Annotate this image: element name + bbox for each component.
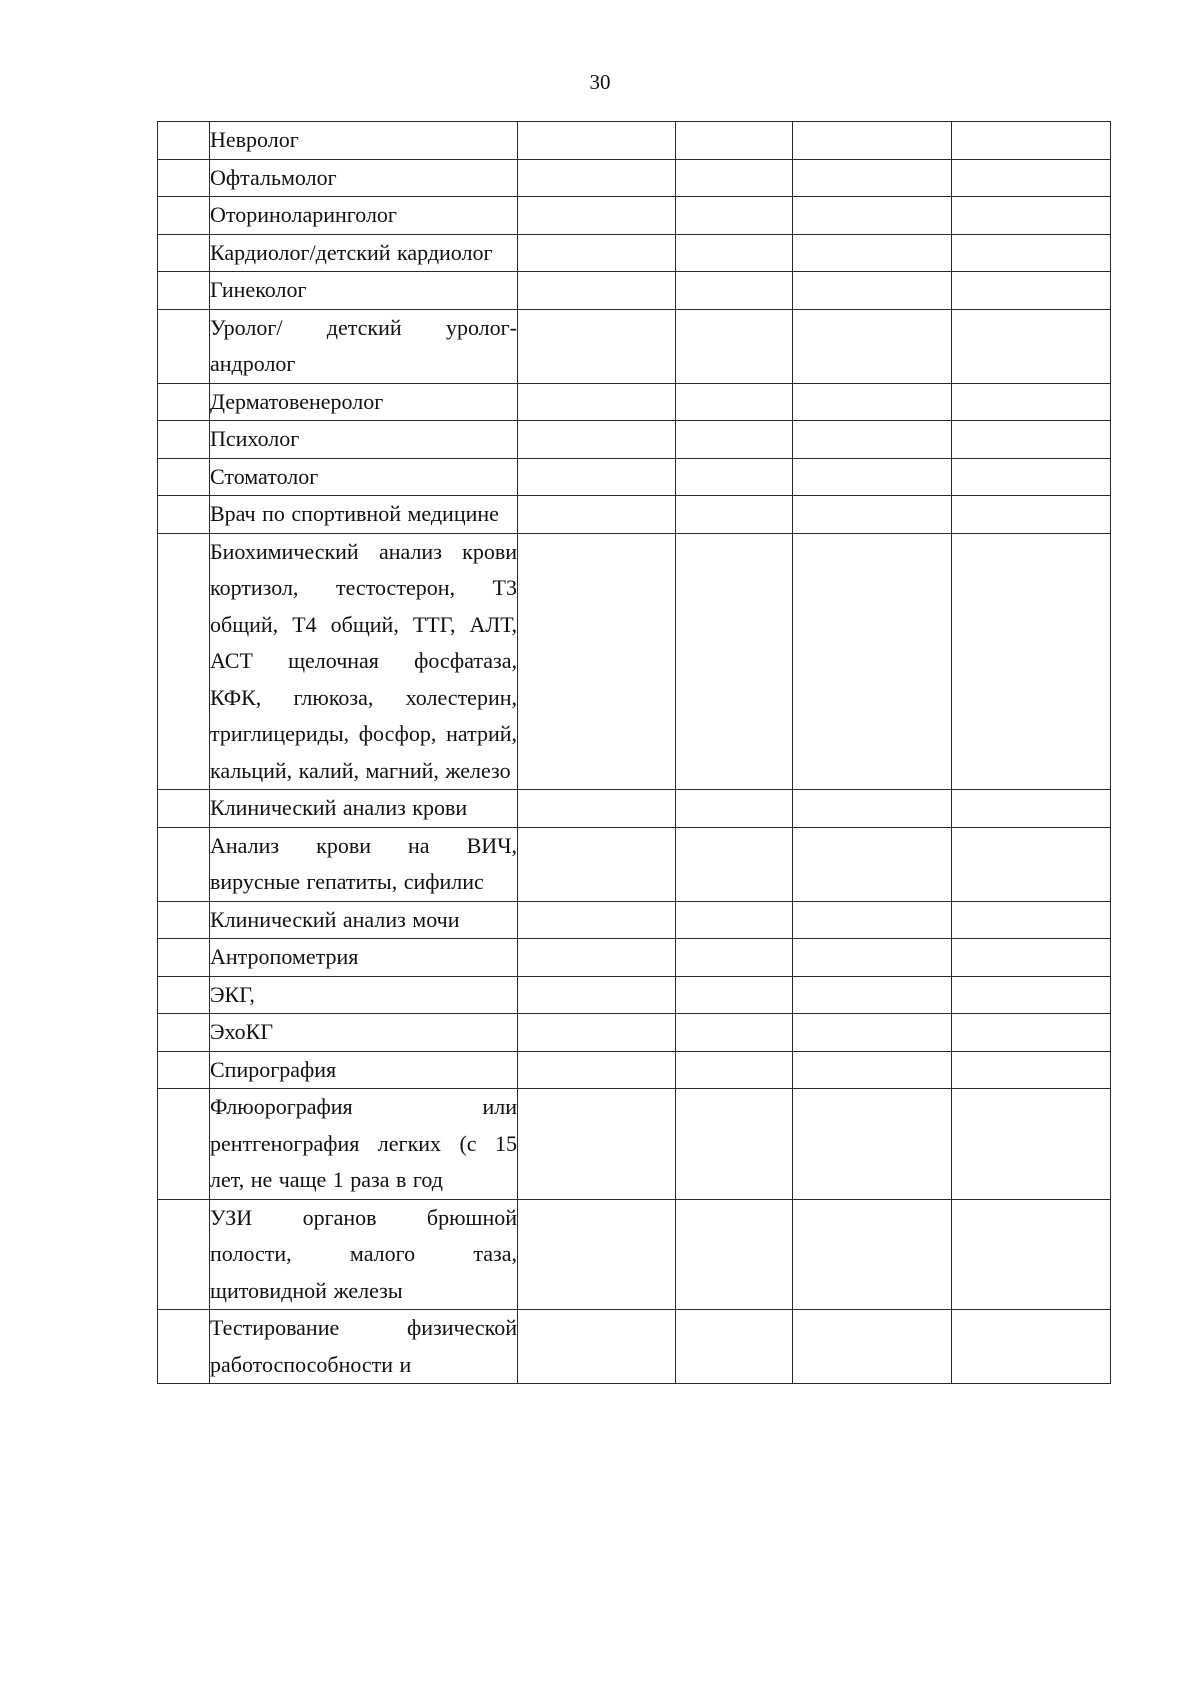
- row-number-cell: [158, 976, 210, 1014]
- empty-cell: [676, 159, 793, 197]
- row-number-cell: [158, 458, 210, 496]
- table-row: [158, 496, 1111, 534]
- empty-cell: [518, 976, 676, 1014]
- row-number-cell: [158, 421, 210, 459]
- empty-cell: [952, 1089, 1111, 1200]
- row-number-cell: [158, 272, 210, 310]
- empty-cell: [518, 1089, 676, 1200]
- examination-label: Тестирование физической работоспособности и: [210, 1310, 518, 1384]
- row-number-cell: [158, 901, 210, 939]
- row-number-cell: [158, 1199, 210, 1310]
- empty-cell: [793, 272, 952, 310]
- empty-cell: [793, 122, 952, 160]
- empty-cell: [793, 901, 952, 939]
- empty-cell: [676, 122, 793, 160]
- empty-cell: [793, 159, 952, 197]
- empty-cell: [952, 790, 1111, 828]
- row-number-cell: [158, 159, 210, 197]
- table-row: [158, 272, 1111, 310]
- empty-cell: [518, 122, 676, 160]
- empty-cell: [952, 901, 1111, 939]
- empty-cell: [676, 901, 793, 939]
- empty-cell: [676, 533, 793, 790]
- table-row: [158, 309, 1111, 383]
- examination-label: Кардиолог/детский кардиолог: [210, 234, 518, 272]
- examination-label: ЭхоКГ: [210, 1014, 518, 1052]
- empty-cell: [518, 790, 676, 828]
- empty-cell: [793, 421, 952, 459]
- empty-cell: [952, 383, 1111, 421]
- row-number-cell: [158, 533, 210, 790]
- table-body: [158, 122, 1111, 1384]
- empty-cell: [793, 1014, 952, 1052]
- empty-cell: [518, 1014, 676, 1052]
- empty-cell: [518, 1310, 676, 1384]
- table-row: [158, 159, 1111, 197]
- empty-cell: [793, 790, 952, 828]
- examination-label: Врач по спортивной медицине: [210, 496, 518, 534]
- empty-cell: [952, 122, 1111, 160]
- empty-cell: [793, 939, 952, 977]
- empty-cell: [952, 496, 1111, 534]
- empty-cell: [518, 458, 676, 496]
- table-row: [158, 827, 1111, 901]
- empty-cell: [676, 309, 793, 383]
- empty-cell: [518, 234, 676, 272]
- table-row: [158, 1199, 1111, 1310]
- empty-cell: [952, 1310, 1111, 1384]
- row-number-cell: [158, 309, 210, 383]
- table-row: [158, 939, 1111, 977]
- examination-label: Клинический анализ мочи: [210, 901, 518, 939]
- table-row: [158, 790, 1111, 828]
- row-number-cell: [158, 827, 210, 901]
- examination-label: Анализ крови на ВИЧ, вирусные гепатиты, сифилис: [210, 827, 518, 901]
- empty-cell: [793, 458, 952, 496]
- empty-cell: [952, 234, 1111, 272]
- row-number-cell: [158, 1051, 210, 1089]
- examination-label: Уролог/ детский уролог-андролог: [210, 309, 518, 383]
- examination-label: ЭКГ,: [210, 976, 518, 1014]
- empty-cell: [518, 383, 676, 421]
- table-row: [158, 122, 1111, 160]
- empty-cell: [793, 234, 952, 272]
- empty-cell: [676, 272, 793, 310]
- row-number-cell: [158, 234, 210, 272]
- empty-cell: [518, 901, 676, 939]
- empty-cell: [518, 939, 676, 977]
- table-row: [158, 901, 1111, 939]
- empty-cell: [676, 383, 793, 421]
- row-number-cell: [158, 383, 210, 421]
- examination-label: Флюорография или рентгенография легких (с 15 лет, не чаще 1 раза в год: [210, 1089, 518, 1200]
- examination-label: Психолог: [210, 421, 518, 459]
- empty-cell: [793, 827, 952, 901]
- table-row: [158, 533, 1111, 790]
- empty-cell: [676, 1199, 793, 1310]
- empty-cell: [952, 1014, 1111, 1052]
- empty-cell: [952, 533, 1111, 790]
- empty-cell: [676, 234, 793, 272]
- row-number-cell: [158, 496, 210, 534]
- empty-cell: [676, 976, 793, 1014]
- examination-label: Дерматовенеролог: [210, 383, 518, 421]
- row-number-cell: [158, 1089, 210, 1200]
- empty-cell: [518, 1199, 676, 1310]
- empty-cell: [676, 1310, 793, 1384]
- empty-cell: [952, 458, 1111, 496]
- empty-cell: [518, 309, 676, 383]
- row-number-cell: [158, 939, 210, 977]
- empty-cell: [952, 976, 1111, 1014]
- empty-cell: [676, 790, 793, 828]
- empty-cell: [518, 496, 676, 534]
- page-number: 30: [589, 70, 611, 94]
- empty-cell: [793, 1199, 952, 1310]
- row-number-cell: [158, 1310, 210, 1384]
- empty-cell: [676, 1014, 793, 1052]
- empty-cell: [676, 421, 793, 459]
- empty-cell: [952, 1051, 1111, 1089]
- empty-cell: [676, 1051, 793, 1089]
- empty-cell: [518, 197, 676, 235]
- empty-cell: [793, 496, 952, 534]
- empty-cell: [518, 421, 676, 459]
- empty-cell: [676, 458, 793, 496]
- empty-cell: [952, 197, 1111, 235]
- row-number-cell: [158, 790, 210, 828]
- empty-cell: [793, 533, 952, 790]
- empty-cell: [518, 827, 676, 901]
- empty-cell: [793, 1051, 952, 1089]
- examination-label: Антропометрия: [210, 939, 518, 977]
- table-row: [158, 1014, 1111, 1052]
- table-row: [158, 421, 1111, 459]
- examination-label: Гинеколог: [210, 272, 518, 310]
- table-row: [158, 197, 1111, 235]
- table-row: [158, 1310, 1111, 1384]
- empty-cell: [952, 159, 1111, 197]
- table-row: [158, 458, 1111, 496]
- empty-cell: [952, 421, 1111, 459]
- examination-table: [157, 121, 1111, 1384]
- empty-cell: [676, 827, 793, 901]
- empty-cell: [793, 309, 952, 383]
- empty-cell: [676, 939, 793, 977]
- empty-cell: [793, 383, 952, 421]
- examination-label: Клинический анализ крови: [210, 790, 518, 828]
- row-number-cell: [158, 197, 210, 235]
- empty-cell: [518, 159, 676, 197]
- table-row: [158, 976, 1111, 1014]
- empty-cell: [952, 827, 1111, 901]
- table-row: [158, 1089, 1111, 1200]
- empty-cell: [518, 272, 676, 310]
- table-row: [158, 1051, 1111, 1089]
- empty-cell: [676, 197, 793, 235]
- empty-cell: [793, 1310, 952, 1384]
- examination-label: Стоматолог: [210, 458, 518, 496]
- empty-cell: [676, 496, 793, 534]
- empty-cell: [518, 1051, 676, 1089]
- examination-label: Спирография: [210, 1051, 518, 1089]
- examination-label: УЗИ органов брюшной полости, малого таза, щитовидной железы: [210, 1199, 518, 1310]
- empty-cell: [793, 1089, 952, 1200]
- examination-label: Невролог: [210, 122, 518, 160]
- row-number-cell: [158, 1014, 210, 1052]
- examination-label: Биохимический анализ крови кортизол, тестостерон, Т3 общий, Т4 общий, ТТГ, АЛТ, АСТ щелочная фосфатаза, КФК, глюкоза, холестерин, триглицериды, фосфор, натрий, кальций, калий, магний, железо: [210, 533, 518, 790]
- table-row: [158, 383, 1111, 421]
- examination-label: Офтальмолог: [210, 159, 518, 197]
- table-row: [158, 234, 1111, 272]
- empty-cell: [793, 197, 952, 235]
- empty-cell: [952, 309, 1111, 383]
- examination-label: Оториноларинголог: [210, 197, 518, 235]
- empty-cell: [952, 1199, 1111, 1310]
- row-number-cell: [158, 122, 210, 160]
- empty-cell: [676, 1089, 793, 1200]
- empty-cell: [952, 272, 1111, 310]
- empty-cell: [518, 533, 676, 790]
- empty-cell: [952, 939, 1111, 977]
- empty-cell: [793, 976, 952, 1014]
